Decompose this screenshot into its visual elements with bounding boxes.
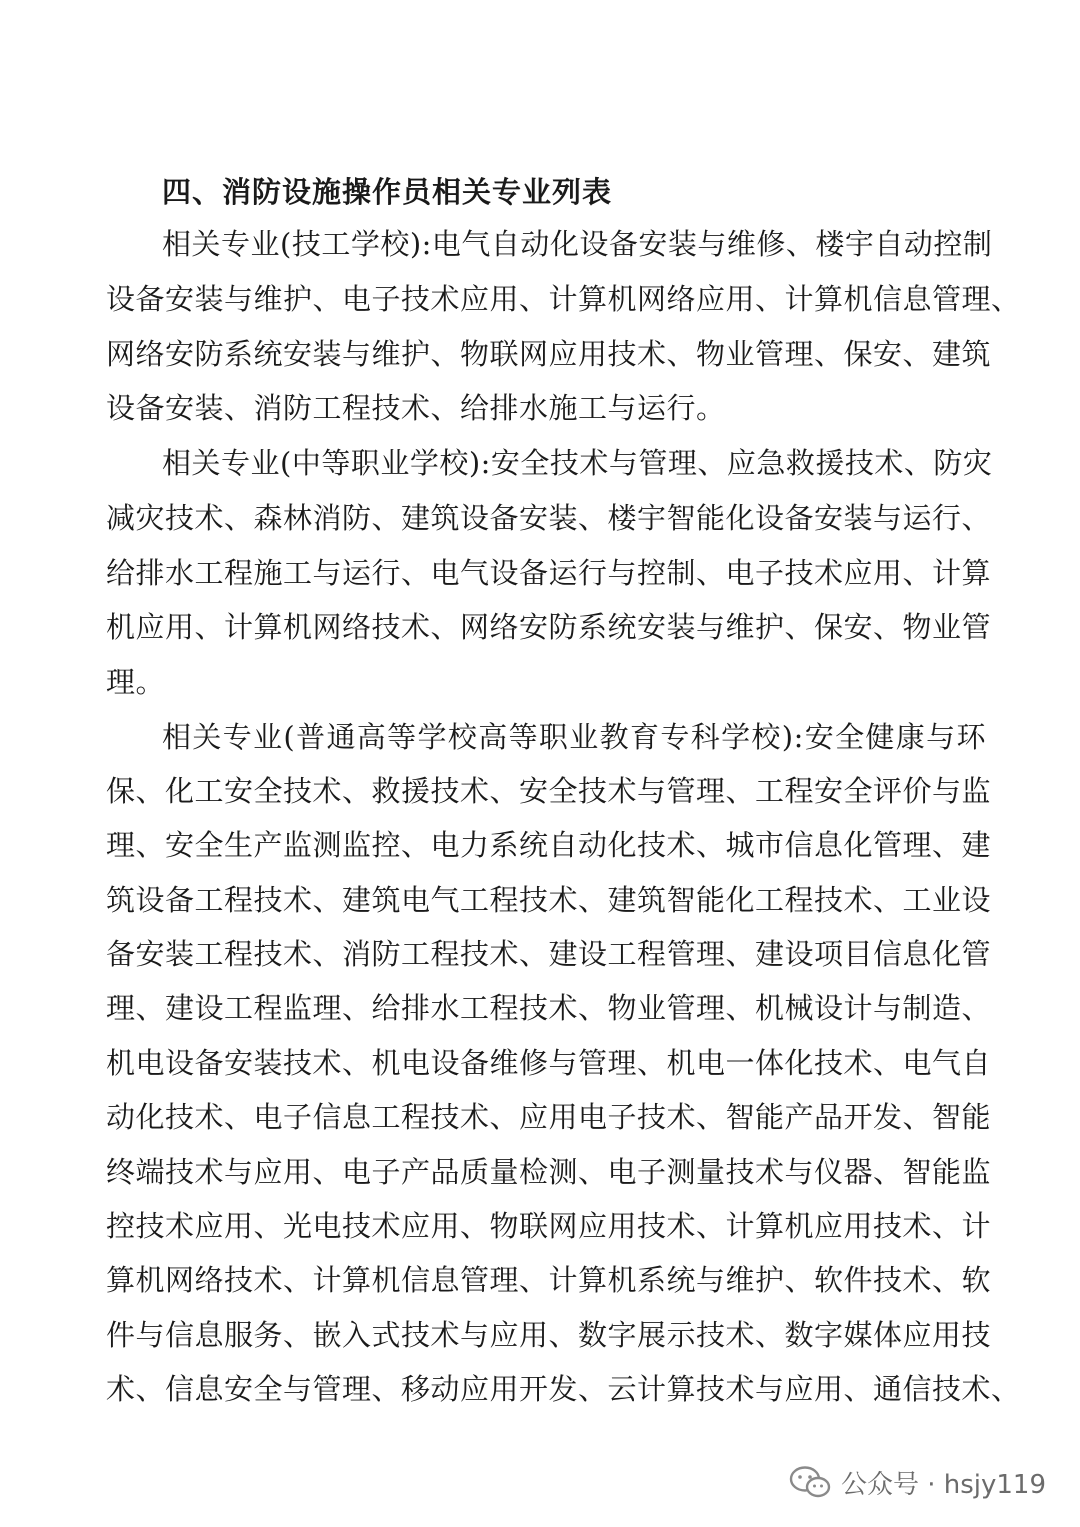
paragraph-3-line-11: 算机网络技术、计算机信息管理、计算机系统与维护、软件技术、软 — [106, 1263, 992, 1297]
paragraph-3-line-4: 筑设备工程技术、建筑电气工程技术、建筑智能化工程技术、工业设 — [106, 883, 992, 917]
paragraph-3-line-9: 终端技术与应用、电子产品质量检测、电子测量技术与仪器、智能监 — [106, 1155, 992, 1189]
paragraph-3-line-8: 动化技术、电子信息工程技术、应用电子技术、智能产品开发、智能 — [106, 1100, 992, 1134]
paragraph-3-line-3: 理、安全生产监测监控、电力系统自动化技术、城市信息化管理、建 — [106, 828, 992, 862]
paragraph-3-line-2: 保、化工安全技术、救援技术、安全技术与管理、工程安全评价与监 — [106, 774, 992, 808]
paragraph-2-line-3: 给排水工程施工与运行、电气设备运行与控制、电子技术应用、计算 — [106, 556, 992, 590]
paragraph-1-line-4: 设备安装、消防工程技术、给排水施工与运行。 — [106, 391, 726, 425]
paragraph-3-line-5: 备安装工程技术、消防工程技术、建设工程管理、建设项目信息化管 — [106, 937, 992, 971]
paragraph-3-line-12: 件与信息服务、嵌入式技术与应用、数字展示技术、数字媒体应用技 — [106, 1318, 992, 1352]
paragraph-3-line-10: 控技术应用、光电技术应用、物联网应用技术、计算机应用技术、计 — [106, 1209, 992, 1243]
paragraph-2-line-2: 减灾技术、森林消防、建筑设备安装、楼宇智能化设备安装与运行、 — [106, 501, 992, 535]
paragraph-2-line-1: 相关专业(中等职业学校):安全技术与管理、应急救援技术、防灾 — [162, 446, 993, 480]
watermark-text: 公众号 · hsjy119 — [840, 1469, 1046, 1500]
paragraph-3-line-7: 机电设备安装技术、机电设备维修与管理、机电一体化技术、电气自 — [106, 1046, 992, 1080]
section-heading: 四、消防设施操作员相关专业列表 — [162, 175, 613, 209]
paragraph-3-line-13: 术、信息安全与管理、移动应用开发、云计算技术与应用、通信技术、 — [106, 1372, 1021, 1406]
wechat-watermark — [789, 1460, 1046, 1504]
paragraph-3-line-1: 相关专业(普通高等学校高等职业教育专科学校):安全健康与环 — [162, 720, 986, 754]
paragraph-1-line-1: 相关专业(技工学校):电气自动化设备安装与维修、楼宇自动控制 — [162, 227, 993, 261]
paragraph-1-line-2: 设备安装与维护、电子技术应用、计算机网络应用、计算机信息管理、 — [106, 282, 1021, 316]
wechat-logo-icon — [789, 1465, 831, 1499]
paragraph-1-line-3: 网络安防系统安装与维护、物联网应用技术、物业管理、保安、建筑 — [106, 337, 992, 371]
paragraph-3-line-6: 理、建设工程监理、给排水工程技术、物业管理、机械设计与制造、 — [106, 991, 992, 1025]
paragraph-2-line-4: 机应用、计算机网络技术、网络安防系统安装与维护、保安、物业管 — [106, 610, 992, 644]
paragraph-2-line-5: 理。 — [106, 665, 166, 699]
